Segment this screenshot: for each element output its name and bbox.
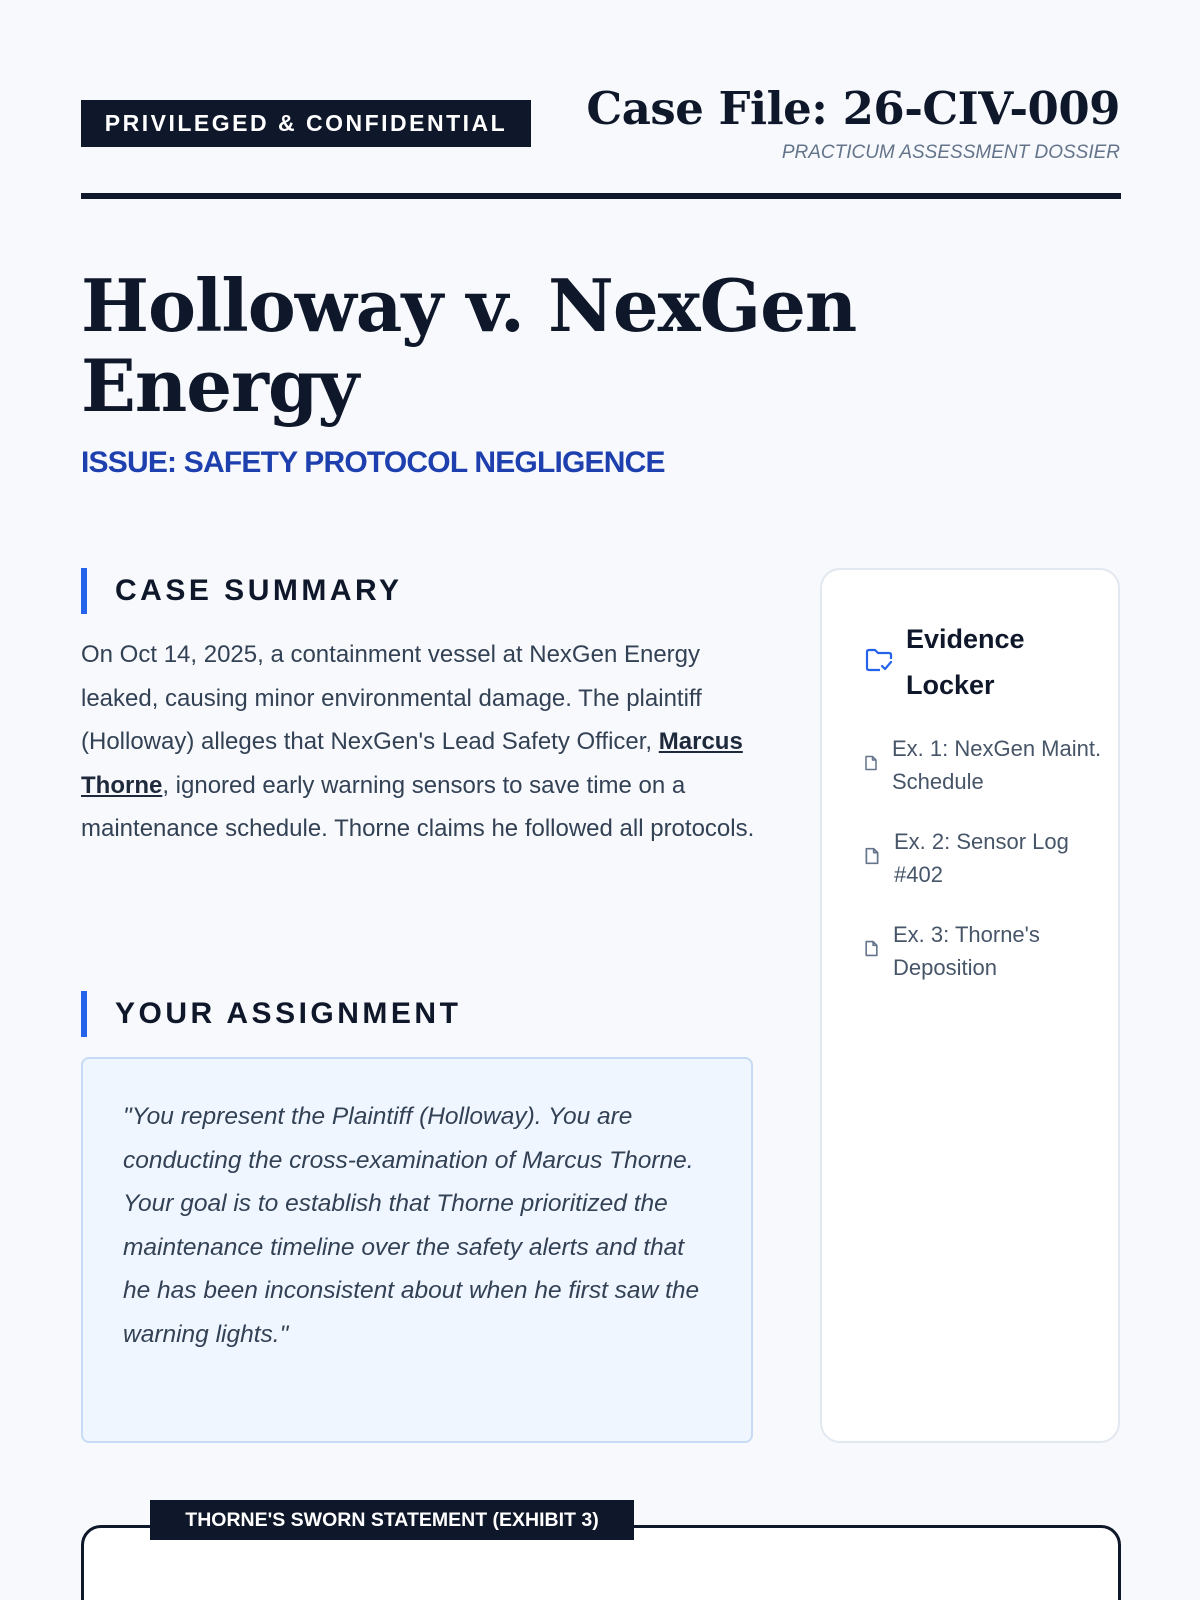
case-summary-text [81,633,761,851]
assignment-heading: YOUR ASSIGNMENT [81,991,761,1037]
exhibit-label: Ex. 1: NexGen Maint. Schedule [892,736,1102,794]
evidence-locker-header [864,616,1104,708]
case-title: Holloway v. NexGen Energy [81,263,857,428]
assignment-text: "You represent the Plaintiff (Holloway). You are conducting the cross-examination of Marcus Thorne. Your goal is to establish that Thorne prioritized the maintenance timeline over the safety alerts and that he has been inconsistent about when he first saw the warning lights." [123,1103,700,1348]
file-icon [864,847,880,870]
evidence-locker [820,568,1120,1443]
exhibit-label: Ex. 3: Thorne's Deposition [893,922,1040,980]
confidential-badge: PRIVILEGED & CONFIDENTIAL [81,100,531,147]
exhibit-label: Ex. 2: Sensor Log #402 [894,829,1069,887]
summary-text-after: , ignored early warning sensors to save time on a maintenance schedule. Thorne claims he followed all protocols. [81,771,755,842]
witness-name-link[interactable]: Marcus Thorne [81,728,743,799]
header-divider [81,193,1121,199]
exhibit-item-1[interactable] [864,732,1104,798]
case-summary-heading: CASE SUMMARY [81,568,761,614]
file-icon [864,755,878,776]
dossier-label: PRACTICUM ASSESSMENT DOSSIER [781,142,1120,163]
file-icon [864,940,879,962]
evidence-locker-title: Evidence Locker [906,624,1025,700]
case-issue: ISSUE: SAFETY PROTOCOL NEGLIGENCE [81,446,665,479]
exhibit-item-3[interactable] [864,918,1104,984]
sworn-statement-tag: THORNE'S SWORN STATEMENT (EXHIBIT 3) [150,1500,634,1540]
folder-check-icon [864,646,894,679]
exhibit-item-2[interactable] [864,825,1104,891]
summary-text-before: On Oct 14, 2025, a containment vessel at NexGen Energy leaked, causing minor environmental damage. The plaintiff (Holloway) alleges that NexGen's Lead Safety Officer, [81,641,702,755]
assignment-box [81,1057,753,1443]
case-file-number: Case File: 26-CIV-009 [586,82,1120,135]
